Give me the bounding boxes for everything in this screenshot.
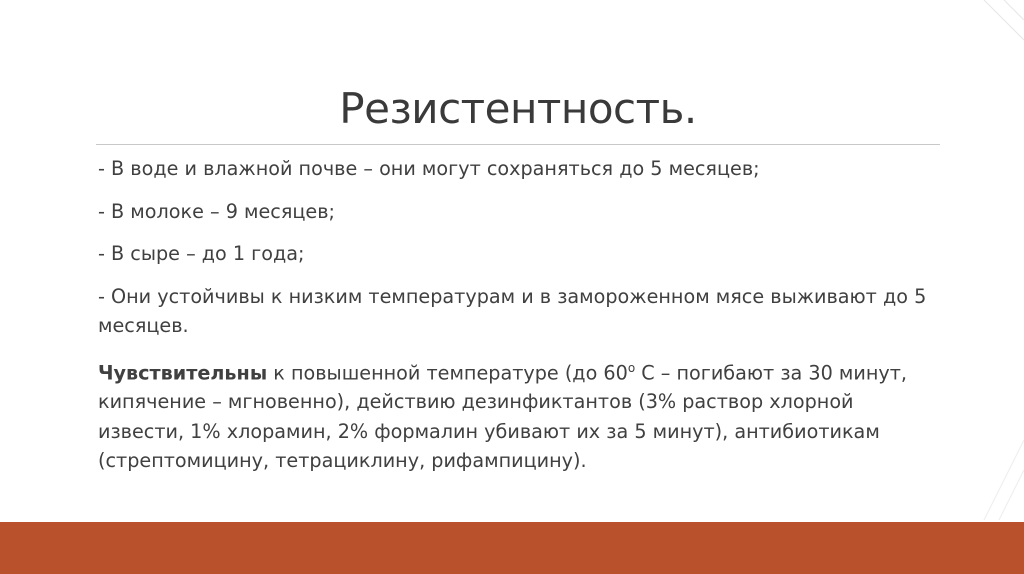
sensitivity-paragraph bbox=[98, 354, 928, 476]
title-divider bbox=[96, 144, 940, 145]
sensitivity-label: Чувствительны bbox=[98, 360, 268, 384]
bullet-milk: - В молоке – 9 месяцев; bbox=[98, 199, 336, 223]
sensitivity-text-1: к повышенной температуре (до 60 bbox=[267, 360, 628, 384]
bullet-low-temperatures: - Они устойчивы к низким температурам и в замороженном мясе выживают до 5 месяцев. bbox=[98, 284, 927, 337]
degree-superscript: о bbox=[627, 360, 636, 375]
accent-footer-band bbox=[0, 522, 1024, 574]
corner-decoration bbox=[964, 0, 1024, 520]
sensitivity-text-2: С – погибают за 30 минут, кипячение – мгновенно), действию дезинфиктантов (3% раствор хлорной извести, 1% хлорамин, 2% формалин убивают их за 5 минут), антибиотикам (стрептомицину, тетрациклину, рифампицину). bbox=[98, 360, 908, 473]
slide-body bbox=[98, 154, 928, 476]
bullet-cheese: - В сыре – до 1 года; bbox=[98, 242, 305, 265]
bullet-water-soil: - В воде и влажной почве – они могут сохраняться до 5 месяцев; bbox=[98, 157, 760, 180]
slide-title: Резистентность. bbox=[339, 84, 697, 133]
